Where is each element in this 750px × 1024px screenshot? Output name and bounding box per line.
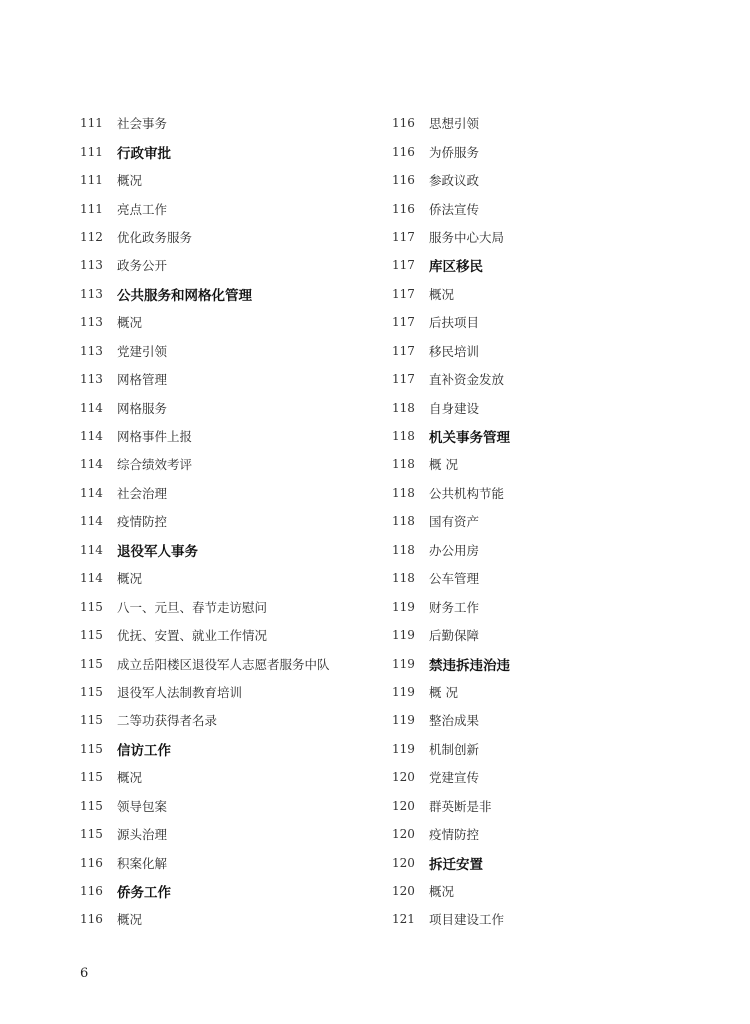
toc-entry-title: 概况 <box>117 173 143 189</box>
toc-page-number: 120 <box>392 855 415 870</box>
toc-entry <box>80 308 380 336</box>
toc-entry-title: 退役军人事务 <box>117 543 198 560</box>
toc-entry-title: 项目建设工作 <box>429 912 505 928</box>
toc-entry-title: 自身建设 <box>429 400 480 416</box>
toc-entry <box>80 621 380 649</box>
toc-entry-title: 疫情防控 <box>429 827 480 843</box>
toc-entry-title: 概况 <box>117 770 143 786</box>
toc-entry-title: 公共服务和网格化管理 <box>117 287 252 304</box>
toc-entry <box>392 280 692 308</box>
toc-entry-title: 政务公开 <box>117 258 168 274</box>
toc-page-number: 118 <box>392 429 415 444</box>
toc-page-number: 121 <box>392 912 415 927</box>
toc-page-number: 117 <box>392 286 415 301</box>
toc-entry-title: 优化政务服务 <box>117 229 193 245</box>
toc-page-number: 115 <box>80 713 103 728</box>
toc-page-number: 116 <box>392 173 415 188</box>
toc-section-heading <box>392 422 692 450</box>
toc-page-number: 113 <box>80 372 103 387</box>
toc-entry-title: 后勤保障 <box>429 628 480 644</box>
toc-page-number: 111 <box>80 144 103 159</box>
toc-page-number: 111 <box>80 173 103 188</box>
toc-left-column <box>80 109 380 934</box>
toc-entry <box>80 365 380 393</box>
toc-entry-title: 概况 <box>117 315 143 331</box>
toc-entry <box>80 848 380 876</box>
toc-page-number: 113 <box>80 286 103 301</box>
toc-entry-title: 综合绩效考评 <box>117 457 193 473</box>
toc-entry <box>392 877 692 905</box>
toc-entry-title: 概况 <box>429 286 455 302</box>
toc-page-number: 118 <box>392 400 415 415</box>
toc-entry <box>80 166 380 194</box>
toc-entry <box>392 479 692 507</box>
toc-entry <box>392 137 692 165</box>
toc-entry-title: 国有资产 <box>429 514 480 530</box>
toc-entry <box>392 820 692 848</box>
toc-page-number: 119 <box>392 684 415 699</box>
toc-page-number: 118 <box>392 457 415 472</box>
toc-page-number: 118 <box>392 571 415 586</box>
toc-entry <box>392 337 692 365</box>
toc-entry <box>392 109 692 137</box>
toc-section-heading <box>392 251 692 279</box>
toc-entry <box>80 109 380 137</box>
toc-page-number: 120 <box>392 770 415 785</box>
toc-entry <box>392 564 692 592</box>
toc-page-number: 120 <box>392 884 415 899</box>
toc-entry-title: 库区移民 <box>429 259 483 276</box>
toc-entry-title: 信访工作 <box>117 742 171 759</box>
toc-entry-title: 机关事务管理 <box>429 430 510 447</box>
toc-entry-title: 行政审批 <box>117 145 171 162</box>
toc-entry-title: 网格管理 <box>117 372 168 388</box>
toc-page-number: 114 <box>80 485 103 500</box>
toc-page-number: 113 <box>80 258 103 273</box>
toc-entry-title: 积案化解 <box>117 855 168 871</box>
toc-page-number: 115 <box>80 599 103 614</box>
toc-page-number: 117 <box>392 258 415 273</box>
toc-entry-title: 群英断是非 <box>429 798 492 814</box>
toc-entry-title: 概况 <box>429 884 455 900</box>
toc-page-number: 113 <box>80 315 103 330</box>
toc-entry-title: 概况 <box>117 571 143 587</box>
toc-entry-title: 八一、元旦、春节走访慰问 <box>117 599 268 615</box>
toc-entry <box>80 763 380 791</box>
toc-entry <box>80 194 380 222</box>
toc-page-number: 114 <box>80 571 103 586</box>
toc-entry <box>80 251 380 279</box>
toc-page-number: 119 <box>392 713 415 728</box>
toc-entry-title: 党建引领 <box>117 343 168 359</box>
toc-page-number: 117 <box>392 372 415 387</box>
toc-entry-title: 成立岳阳楼区退役军人志愿者服务中队 <box>117 656 330 672</box>
toc-page-number: 111 <box>80 116 103 131</box>
toc-entry <box>392 905 692 933</box>
toc-entry <box>80 393 380 421</box>
toc-section-heading <box>80 735 380 763</box>
toc-entry-title: 党建宣传 <box>429 770 480 786</box>
toc-page-number: 115 <box>80 827 103 842</box>
toc-entry-title: 拆迁安置 <box>429 856 483 873</box>
toc-entry <box>392 507 692 535</box>
toc-entry <box>392 735 692 763</box>
toc-section-heading <box>80 536 380 564</box>
toc-page-number: 119 <box>392 656 415 671</box>
toc-entry-title: 整治成果 <box>429 713 480 729</box>
toc-page-number: 115 <box>80 684 103 699</box>
toc-entry <box>80 479 380 507</box>
toc-page-number: 115 <box>80 770 103 785</box>
toc-page-number: 116 <box>392 201 415 216</box>
toc-page-number: 115 <box>80 656 103 671</box>
toc-entry <box>392 536 692 564</box>
toc-entry <box>392 706 692 734</box>
toc-entry-title: 侨法宣传 <box>429 201 480 217</box>
toc-entry-title: 侨务工作 <box>117 885 171 902</box>
toc-entry-title: 办公用房 <box>429 542 480 558</box>
toc-page-number: 120 <box>392 827 415 842</box>
toc-page-number: 116 <box>80 912 103 927</box>
toc-entry-title: 后扶项目 <box>429 315 480 331</box>
toc-entry <box>80 223 380 251</box>
toc-entry <box>392 621 692 649</box>
toc-entry <box>392 223 692 251</box>
toc-entry <box>80 678 380 706</box>
toc-entry-title: 领导包案 <box>117 798 168 814</box>
toc-page-number: 112 <box>80 229 103 244</box>
toc-page-number: 120 <box>392 798 415 813</box>
toc-entry-title: 亮点工作 <box>117 201 168 217</box>
toc-page-number: 114 <box>80 542 103 557</box>
toc-entry <box>392 678 692 706</box>
toc-page-number: 118 <box>392 514 415 529</box>
toc-section-heading <box>392 649 692 677</box>
toc-entry-title: 财务工作 <box>429 599 480 615</box>
toc-entry-title: 源头治理 <box>117 827 168 843</box>
toc-page-number: 116 <box>80 855 103 870</box>
toc-entry <box>80 706 380 734</box>
toc-entry-title: 二等功获得者名录 <box>117 713 218 729</box>
toc-entry <box>392 592 692 620</box>
toc-entry-title: 社会事务 <box>117 116 168 132</box>
toc-entry-title: 疫情防控 <box>117 514 168 530</box>
toc-entry <box>392 450 692 478</box>
toc-page-number: 116 <box>80 884 103 899</box>
toc-section-heading <box>80 877 380 905</box>
toc-entry-title: 网格服务 <box>117 400 168 416</box>
toc-page-number: 117 <box>392 229 415 244</box>
toc-entry <box>80 422 380 450</box>
toc-page-number: 115 <box>80 741 103 756</box>
toc-page-number: 119 <box>392 599 415 614</box>
toc-entry-title: 网格事件上报 <box>117 429 193 445</box>
toc-entry <box>80 905 380 933</box>
toc-page-number: 114 <box>80 514 103 529</box>
toc-entry <box>80 792 380 820</box>
toc-page-number: 118 <box>392 485 415 500</box>
toc-entry <box>392 763 692 791</box>
toc-entry-title: 思想引领 <box>429 116 480 132</box>
toc-section-heading <box>80 280 380 308</box>
toc-entry-title: 社会治理 <box>117 485 168 501</box>
toc-entry <box>80 507 380 535</box>
toc-entry-title: 机制创新 <box>429 741 480 757</box>
toc-entry <box>80 592 380 620</box>
toc-page-number: 118 <box>392 542 415 557</box>
toc-page-number: 116 <box>392 144 415 159</box>
toc-entry-title: 为侨服务 <box>429 144 480 160</box>
toc-page-number: 114 <box>80 400 103 415</box>
toc-page-number: 119 <box>392 741 415 756</box>
toc-entry-title: 服务中心大局 <box>429 229 505 245</box>
toc-entry-title: 概 况 <box>429 457 458 473</box>
toc-entry <box>392 308 692 336</box>
toc-page-number: 114 <box>80 429 103 444</box>
page-number: 6 <box>80 966 89 981</box>
toc-page-number: 114 <box>80 457 103 472</box>
toc-entry-title: 直补资金发放 <box>429 372 505 388</box>
toc-entry <box>392 365 692 393</box>
toc-entry <box>80 450 380 478</box>
toc-entry <box>392 194 692 222</box>
toc-entry <box>80 820 380 848</box>
toc-entry <box>392 792 692 820</box>
toc-entry <box>392 166 692 194</box>
toc-section-heading <box>80 137 380 165</box>
toc-entry-title: 禁违拆违治违 <box>429 657 510 674</box>
toc-page-number: 119 <box>392 628 415 643</box>
toc-entry-title: 公车管理 <box>429 571 480 587</box>
toc-entry-title: 概况 <box>117 912 143 928</box>
toc-page-number: 113 <box>80 343 103 358</box>
toc-page-number: 117 <box>392 315 415 330</box>
toc-page-number: 116 <box>392 116 415 131</box>
toc-entry <box>80 649 380 677</box>
toc-section-heading <box>392 848 692 876</box>
toc-page-number: 117 <box>392 343 415 358</box>
toc-entry-title: 参政议政 <box>429 173 480 189</box>
toc-page-number: 115 <box>80 628 103 643</box>
toc-entry-title: 公共机构节能 <box>429 485 505 501</box>
toc-page-number: 111 <box>80 201 103 216</box>
toc-entry <box>80 564 380 592</box>
toc-entry-title: 概 况 <box>429 684 458 700</box>
toc-page-number: 115 <box>80 798 103 813</box>
toc-entry <box>80 337 380 365</box>
toc-entry-title: 优抚、安置、就业工作情况 <box>117 628 268 644</box>
toc-entry-title: 退役军人法制教育培训 <box>117 684 243 700</box>
toc-entry-title: 移民培训 <box>429 343 480 359</box>
toc-right-column <box>392 109 692 934</box>
toc-entry <box>392 393 692 421</box>
